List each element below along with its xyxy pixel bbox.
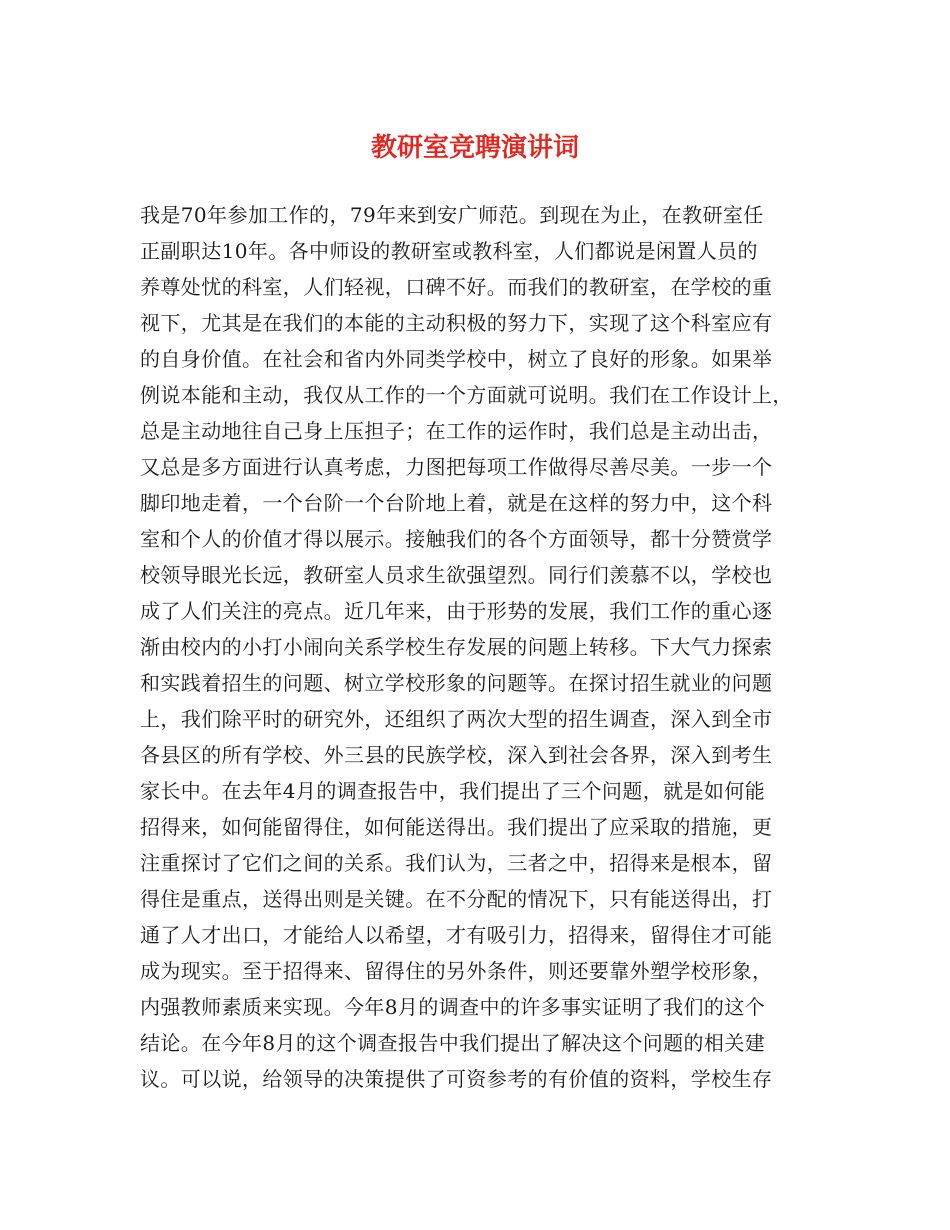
body-line: 视下，尤其是在我们的本能的主动积极的努力下，实现了这个科室应有 — [140, 311, 773, 335]
body-line: 室和个人的价值才得以展示。接触我们的各个方面领导，都十分赞赏学 — [140, 527, 773, 551]
body-line: 注重探讨了它们之间的关系。我们认为，三者之中，招得来是根本，留 — [140, 851, 773, 875]
body-line: 又总是多方面进行认真考虑，力图把每项工作做得尽善尽美。一步一个 — [140, 455, 773, 479]
body-line: 渐由校内的小打小闹向关系学校生存发展的问题上转移。下大气力探索 — [140, 635, 773, 659]
body-line: 结论。在今年8月的这个调查报告中我们提出了解决这个问题的相关建 — [140, 1031, 766, 1055]
body-line: 校领导眼光长远，教研室人员求生欲强望烈。同行们羡慕不以，学校也 — [140, 563, 773, 587]
body-line: 例说本能和主动，我仅从工作的一个方面就可说明。我们在工作设计上， — [140, 383, 793, 407]
body-line: 议。可以说，给领导的决策提供了可资参考的有价值的资料，学校生存 — [140, 1067, 773, 1091]
body-line: 成为现实。至于招得来、留得住的另外条件，则还要靠外塑学校形象， — [140, 959, 773, 983]
body-line: 家长中。在去年4月的调查报告中，我们提出了三个问题，就是如何能 — [140, 779, 766, 803]
body-line: 和实践着招生的问题、树立学校形象的问题等。在探讨招生就业的问题 — [140, 671, 773, 695]
document-body — [140, 197, 830, 1097]
body-line: 招得来，如何能留得住，如何能送得出。我们提出了应采取的措施，更 — [140, 815, 773, 839]
body-line: 成了人们关注的亮点。近几年来，由于形势的发展，我们工作的重心逐 — [140, 599, 773, 623]
body-line: 上，我们除平时的研究外，还组织了两次大型的招生调查，深入到全市 — [140, 707, 773, 731]
body-line: 内强教师素质来实现。今年8月的调查中的许多事实证明了我们的这个 — [140, 995, 766, 1019]
body-line: 脚印地走着，一个台阶一个台阶地上着，就是在这样的努力中，这个科 — [140, 491, 773, 515]
document-title: 教研室竞聘演讲词 — [370, 133, 579, 163]
body-line: 我是70年参加工作的，79年来到安广师范。到现在为止，在教研室任 — [140, 203, 764, 227]
body-line: 通了人才出口，才能给人以希望，才有吸引力，招得来，留得住才可能 — [140, 923, 773, 947]
body-line: 各县区的所有学校、外三县的民族学校，深入到社会各界，深入到考生 — [140, 743, 773, 767]
body-line: 养尊处忧的科室，人们轻视，口碑不好。而我们的教研室，在学校的重 — [140, 275, 773, 299]
body-line: 得住是重点，送得出则是关键。在不分配的情况下，只有能送得出，打 — [140, 887, 773, 911]
body-line: 正副职达10年。各中师设的教研室或教科室，人们都说是闲置人员的 — [140, 239, 758, 263]
body-line: 总是主动地往自己身上压担子；在工作的运作时，我们总是主动出击， — [140, 419, 773, 443]
body-line: 的自身价值。在社会和省内外同类学校中，树立了良好的形象。如果举 — [140, 347, 773, 371]
